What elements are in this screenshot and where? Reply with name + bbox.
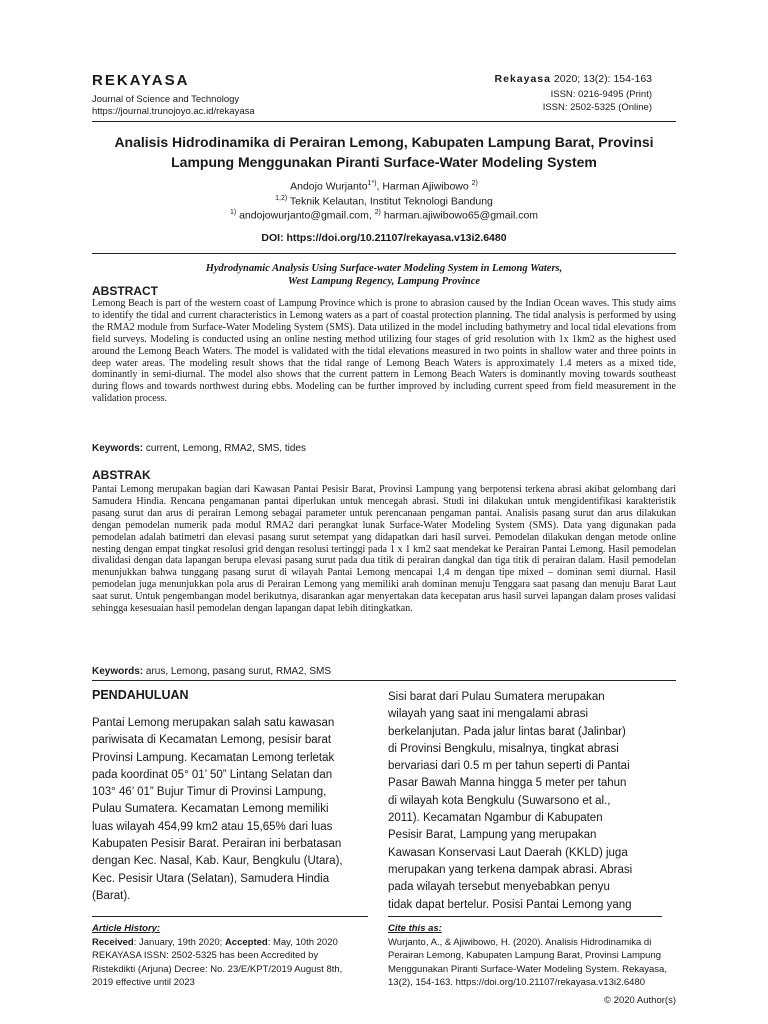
- cite-line[interactable]: 13(2), 154-163. https://doi.org/10.21107/rekayasa.v13i2.6480: [388, 977, 646, 988]
- header-rule: [92, 121, 676, 122]
- left-line: (Barat).: [92, 889, 131, 902]
- author-sep: ,: [376, 180, 383, 193]
- accepted-label: Accepted: [224, 936, 268, 948]
- right-line: berkelanjutan. Pada jalur lintas barat (Jalinbar): [388, 725, 626, 738]
- right-line: di Provinsi Bengkulu, misalnya, tingkat abrasi: [388, 742, 619, 755]
- accreditation-line: 2019 effective until 2023: [92, 977, 195, 988]
- journal-name: Journal of Science and Technology: [92, 94, 240, 105]
- received-date: : January, 19th 2020;: [133, 936, 223, 948]
- left-line: pada koordinat 05° 01’ 50” Lintang Selatan dan: [92, 768, 333, 781]
- history-heading: Article History:: [92, 923, 161, 934]
- title-line-2: Lampung Menggunakan Piranti Surface-Water Modeling System: [171, 154, 597, 170]
- citation-details: 2020; 13(2): 154-163: [553, 73, 652, 85]
- accreditation-line: Ristekdikti (Arjuna) Decree: No. 23/E/KPT/2019 August 8th,: [92, 963, 343, 975]
- section-heading: PENDAHULUAN: [92, 688, 189, 702]
- emails: [92, 209, 676, 222]
- history-dates: [92, 936, 382, 950]
- citation-brand: Rekayasa: [494, 73, 551, 85]
- right-line: bervariasi dari 0.5 m per tahun seperti di Pantai: [388, 760, 630, 773]
- keywords-value: current, Lemong, RMA2, SMS, tides: [145, 443, 306, 454]
- title-rule: [92, 253, 676, 254]
- right-line: Pesisir Barat, Lampung yang merupakan: [388, 829, 597, 842]
- authors: [92, 180, 676, 193]
- right-line: tidak dapat bertelur. Posisi Pantai Lemong yang: [388, 898, 632, 911]
- email-1-sup: 1): [229, 209, 237, 216]
- affiliation: [92, 195, 676, 208]
- paper-title: [92, 132, 676, 172]
- footer-rule-right: [388, 916, 662, 917]
- email-2[interactable]: harman.ajiwibowo65@gmail.com: [383, 209, 539, 222]
- left-line: Pulau Sumatera. Kecamatan Lemong memiliki: [92, 803, 329, 816]
- copyright: © 2020 Author(s): [604, 995, 676, 1006]
- left-line: dengan Kec. Nasal, Kab. Kaur, Bengkulu (Utara),: [92, 855, 343, 868]
- left-line: Kec. Pesisir Utara (Selatan), Samudera Hindia: [92, 872, 330, 885]
- right-column: [388, 689, 662, 914]
- affiliation-text: Teknik Kelautan, Institut Teknologi Bandung: [289, 195, 493, 208]
- abstrak-keywords: [92, 666, 676, 677]
- cite-heading: Cite this as:: [388, 923, 442, 934]
- abstract-heading: ABSTRACT: [92, 284, 158, 298]
- cite-line: Perairan Lemong, Kabupaten Lampung Barat, Provinsi Lampung: [388, 950, 662, 961]
- left-line: pariwisata di Kecamatan Lemong, pesisir barat: [92, 734, 332, 747]
- author-2: Harman Ajiwibowo: [382, 180, 469, 193]
- english-title-line-1: Hydrodynamic Analysis Using Surface-water Modeling System in Lemong Waters,: [205, 263, 563, 274]
- cite-line: Menggunakan Piranti Surface-Water Modeling System. Rekayasa,: [388, 963, 667, 975]
- accreditation-line: REKAYASA ISSN: 2502-5325 has been Accredited by: [92, 950, 319, 961]
- abstract-keywords: [92, 443, 676, 454]
- right-line: pada wilayah tersebut menyebabkan penyu: [388, 881, 610, 894]
- left-line: luas wilayah 454,99 km2 atau 15,65% dari luas: [92, 820, 333, 833]
- journal-url[interactable]: https://journal.trunojoyo.ac.id/rekayasa: [92, 106, 255, 117]
- doi[interactable]: DOI: https://doi.org/10.21107/rekayasa.v13i2.6480: [261, 232, 507, 244]
- right-line: 2011). Kecamatan Ngambur di Kabupaten: [388, 812, 603, 825]
- right-line: merupakan yang terkena dampak abrasi. Abrasi: [388, 863, 633, 876]
- right-line: di wilayah kota Bengkulu (Suwarsono et al.,: [388, 794, 611, 807]
- issn-print: ISSN: 0216-9495 (Print): [550, 89, 652, 100]
- right-line: Sisi barat dari Pulau Sumatera merupakan: [388, 691, 605, 703]
- abstrak-text: Pantai Lemong merupakan bagian dari Kawasan Pantai Pesisir Barat, Provinsi Lampung yang berpotensi terkena abrasi akibat gelombang dari Samudera Hindia. Rencana pengamanan pantai diperlukan untuk mencegah abrasi. Studi ini dilakukan untuk mengidentifikasi karakteristik pasang surut dan arus di perairan Lemong sebagai parameter untuk perencanaan pengaman pantai. Analisis pasang surut dan arus dilakukan dengan pemodelan numerik pada modul RMA2 dari perangkat lunak Surface-Water Modeling System (SMS). Data yang digunakan pada pemodelan adalah batimetri dan elevasi pasang surut setempat yang didapatkan dari hasil survei. Pemodelan dilakukan dengan metode online nesting dengan empat tingkat resolusi grid dengan resolusi tertinggi pada 1 x 1 km2 saat mendekat ke Perairan Pantai Lemong. Hasil pemodelan divalidasi dengan data lapangan berupa elevasi pasang surut pada dua titik di perairan dangkal dan tiga titik di perairan dalam. Hasil pemodelan menunjukkan bahwa tunggang pasang surut di wilayah Pantai Lemong mencapai 1,4 m dengan tipe mixed – dominan semi diurnal. Hasil pemodelan juga menunjukkan pola arus di Perairan Lemong yang memiliki arah dominan menuju Tenggara saat pasang dan menuju Barat Laut saat surut. Untuk pengembangan model berikutnya, disarankan agar menyertakan data kecepatan arus hasil survei lapangan dalam proses validasi sehingga kesesuaian hasil pemodelan dengan lapangan dapat lebih ditingkatkan.: [92, 484, 676, 615]
- cite-line: Wurjanto, A., & Ajiwibowo, H. (2020). Analisis Hidrodinamika di: [388, 936, 652, 948]
- received-label: Received: [92, 936, 134, 948]
- keywords-value-id: arus, Lemong, pasang surut, RMA2, SMS: [145, 666, 331, 677]
- english-title: [92, 262, 676, 288]
- author-1: Andojo Wurjanto: [290, 180, 368, 193]
- header-citation: [495, 73, 652, 85]
- keywords-label-id: Keywords:: [92, 666, 144, 677]
- accepted-date: : May, 10th 2020: [267, 936, 338, 948]
- issn-online: ISSN: 2502-5325 (Online): [542, 102, 652, 113]
- abstract-text: Lemong Beach is part of the western coast of Lampung Province which is prone to abrasion caused by the Indian Ocean waves. This study aims to identify the tidal and current characteristics in Lemong waters as a part of coastal protection planning. The tidal analysis is performed by using the RMA2 module from Surface-Water Modeling System (SMS). Data utilized in the model including bathymetry and local tidal elevations from field surveys. Modeling is conducted using an online nesting method utilizing four stages of grid resolution with 1x 1km2 as the highest used around the Lemong Beach Waters. The model is validated with the tidal elevations measured in two points in shallow water and three points in deep water areas. The modeling result shows that the tidal range of Lemong Beach Waters is approximately 1.4 meters as a mixed tide, dominantly in semi-diurnal. The model also shows that the current pattern in Lemong Beach Waters is dominantly moving towards southeast during flows and towards northwest during ebbs. Modeling can be further improved by including current speed from field measurement in the validation process.: [92, 298, 676, 405]
- left-line: Pantai Lemong merupakan salah satu kawasan: [92, 717, 335, 729]
- affiliation-sup: 1,2): [275, 195, 288, 202]
- email-1[interactable]: andojowurjanto@gmail.com,: [239, 209, 372, 222]
- keywords-label: Keywords:: [92, 443, 144, 454]
- left-column: [92, 715, 368, 905]
- right-line: Pasar Bawah Manna hingga 5 meter per tahun: [388, 777, 627, 790]
- english-title-line-2: West Lampung Regency, Lampung Province: [287, 276, 481, 287]
- abstract-rule: [92, 680, 676, 681]
- right-line: Kawasan Konservasi Laut Daerah (KKLD) juga: [388, 846, 628, 859]
- abstrak-heading: ABSTRAK: [92, 468, 151, 482]
- article-history: [92, 922, 382, 990]
- email-2-sup: 2): [374, 209, 381, 216]
- footer-rule-left: [92, 916, 368, 917]
- journal-logo: REKAYASA: [92, 72, 190, 89]
- left-line: 103° 46’ 01” Bujur Timur di Provinsi Lampung,: [92, 786, 327, 799]
- left-line: Kabupaten Pesisir Barat. Perairan ini berbatasan: [92, 838, 342, 851]
- left-line: Provinsi Lampung. Kecamatan Lemong terletak: [92, 751, 335, 764]
- title-line-1: Analisis Hidrodinamika di Perairan Lemong, Kabupaten Lampung Barat, Provinsi: [114, 134, 654, 150]
- author-2-sup: 2): [471, 180, 478, 187]
- author-1-sup: 1*): [367, 180, 377, 187]
- right-line: wilayah yang saat ini mengalami abrasi: [388, 708, 589, 721]
- cite-this-as: [388, 922, 678, 990]
